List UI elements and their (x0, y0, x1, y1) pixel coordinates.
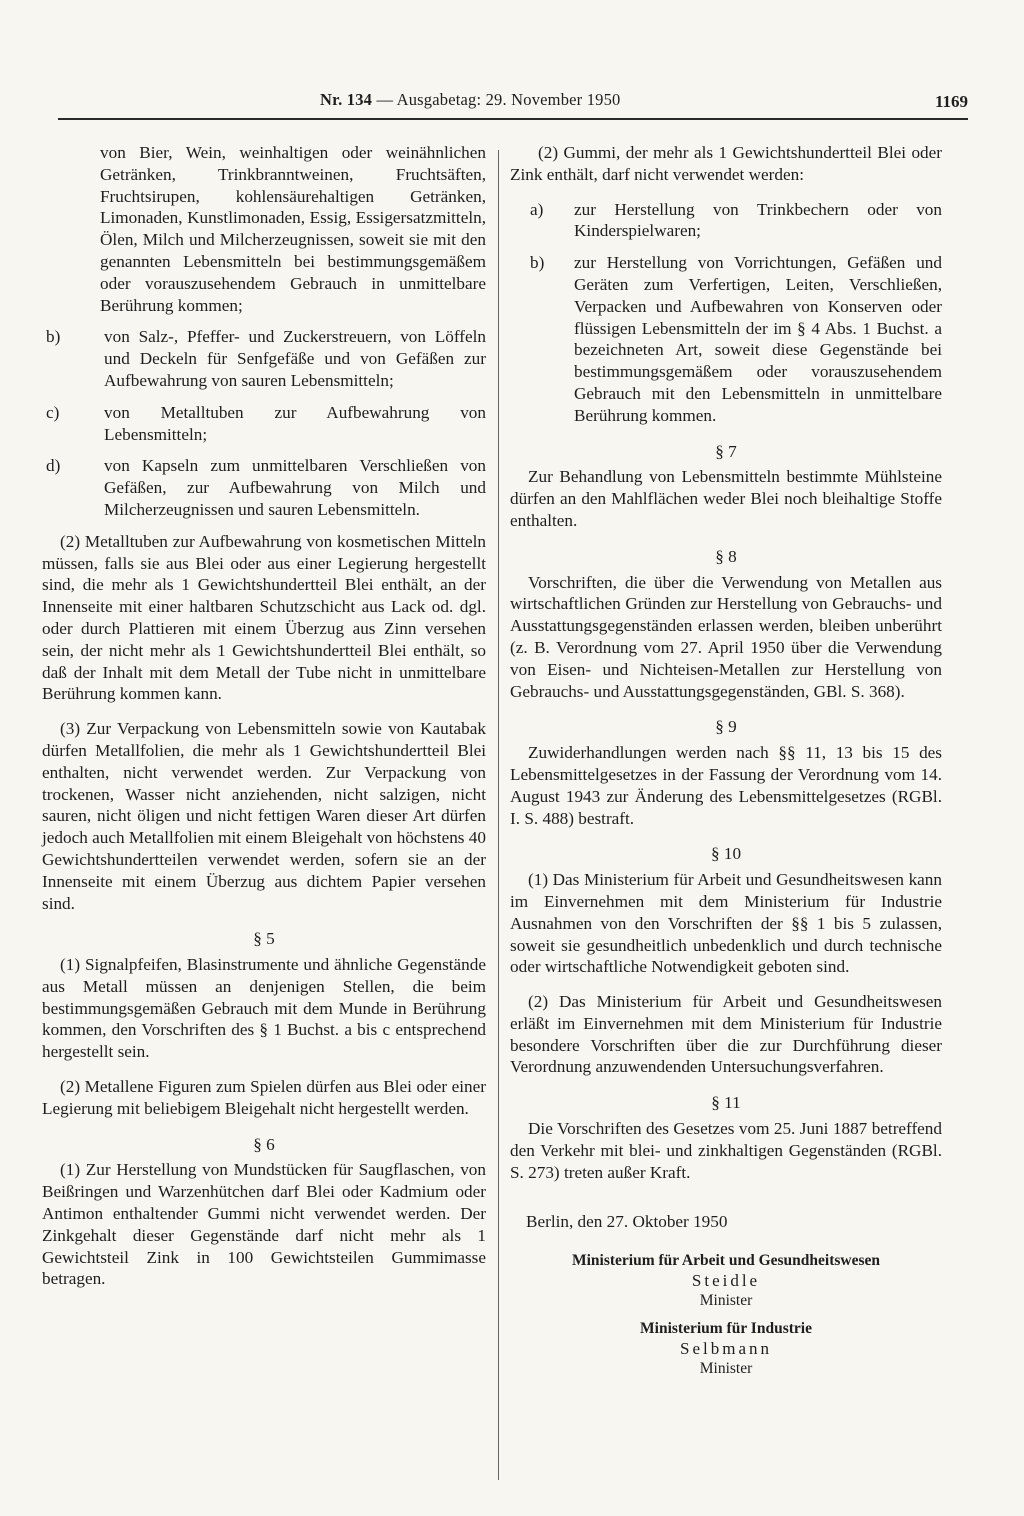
list-item (510, 252, 942, 426)
section-heading: § 9 (715, 717, 737, 737)
page-number: 1169 (934, 92, 968, 111)
item-letter: a) (530, 199, 544, 219)
item-letter: d) (46, 456, 61, 476)
signature-block (510, 1319, 942, 1379)
section-heading: § 6 (253, 1134, 275, 1154)
item-text: zur Herstellung von Vorrichtungen, Gefäßen und Geräten zum Verfertigen, Leiten, Verschließen, Verpacken und Aufbewahren von Konserven oder flüssigen Lebensmitteln der im § 4 Abs. 1 Buchst. a bezeichneten Art, soweit diese Gegenstände bei bestimmungsgemäßem oder vorauszusehendem Gebrauch mit den Lebensmitteln in unmittelbare Berührung kommen. (574, 253, 942, 425)
section-heading: § 10 (710, 844, 742, 864)
signatory-role: Minister (699, 1360, 753, 1378)
item-text: von Salz-, Pfeffer- und Zuckerstreuern, von Löffeln und Deckeln für Senfgefäße und von Gefäßen zur Aufbewahrung von sauren Lebensmitteln; (104, 327, 486, 390)
item-letter: b) (530, 253, 545, 273)
paragraph: (1) Zur Herstellung von Mundstücken für Saugflaschen, von Beißringen und Warzenhütchen darf Blei oder Kadmium oder Antimon enthaltender Gummi nicht verwendet werden. Der Zinkgehalt dieser Gegenstände darf nicht mehr als 1 Gewichtsteil Zink in 100 Gewichtsteilen Gummimasse betragen. (42, 1160, 486, 1289)
section-heading: § 11 (711, 1093, 741, 1113)
paragraph: (2) Gummi, der mehr als 1 Gewichtshundertteil Blei oder Zink enthält, darf nicht verwendet werden: (510, 143, 942, 184)
header-rule (58, 118, 968, 120)
item-letter: c) (46, 402, 60, 422)
paragraph: Zur Behandlung von Lebensmitteln bestimmte Mühlsteine dürfen an den Mahlflächen weder Blei noch bleihaltige Stoffe enthalten. (510, 467, 942, 530)
header-text (320, 90, 621, 110)
signature-block (510, 1251, 942, 1311)
page-header (58, 84, 968, 120)
list-item-a-continued (42, 142, 486, 316)
issue-number: Nr. 134 (320, 90, 373, 109)
paragraph: (2) Das Ministerium für Arbeit und Gesundheitswesen erläßt im Einvernehmen mit dem Ministerium für Industrie besondere Vorschriften über die zur Durchführung dieser Verordnung anzuwendenden Untersuchungsverfahren. (510, 992, 942, 1077)
list-item (42, 326, 486, 391)
place-date-line: Berlin, den 27. Oktober 1950 (526, 1212, 728, 1232)
header-dash: — (376, 90, 394, 109)
paragraph: (2) Metallene Figuren zum Spielen dürfen aus Blei oder einer Legierung mit beliebigem Bleigehalt nicht hergestellt werden. (42, 1077, 486, 1118)
item-letter: b) (46, 327, 61, 347)
left-column (42, 142, 486, 1303)
ministry-name: Ministerium für Arbeit und Gesundheitswesen (571, 1252, 881, 1270)
right-column (510, 142, 942, 1387)
column-divider (498, 150, 499, 1480)
signatory-role: Minister (699, 1292, 753, 1310)
item-text: zur Herstellung von Trinkbechern oder von Kinderspielwaren; (574, 199, 942, 241)
paragraph: (2) Metalltuben zur Aufbewahrung von kosmetischen Mitteln müssen, falls sie aus Blei oder aus einer Legierung hergestellt sind, die mehr als 1 Gewichtshundertteil Blei enthält, an der Innenseite mit einer haltbaren Schutzschicht aus Lack od. dgl. oder durch Plattieren mit einem Überzug aus Zinn versehen sein, der nicht mehr als 1 Gewichtshundertteil Blei enthält, so daß der Inhalt mit dem Metall der Tube nicht in unmittelbare Berührung kommen kann. (42, 531, 486, 704)
section-heading: § 8 (715, 546, 737, 566)
paragraph: Die Vorschriften des Gesetzes vom 25. Juni 1887 betreffend den Verkehr mit blei- und zinkhaltigen Gegenständen (RGBl. S. 273) treten außer Kraft. (510, 1119, 942, 1182)
list-item (42, 455, 486, 520)
paragraph: Zuwiderhandlungen werden nach §§ 11, 13 bis 15 des Lebensmittelgesetzes in der Fassung der Verordnung vom 14. August 1943 zur Änderung des Lebensmittelgesetzes (RGBl. I. S. 488) bestraft. (510, 743, 942, 828)
signatory-name: Selbmann (680, 1339, 772, 1359)
ministry-name: Ministerium für Industrie (640, 1320, 812, 1338)
issue-date: Ausgabetag: 29. November 1950 (396, 90, 621, 109)
item-text: von Bier, Wein, weinhaltigen oder weinähnlichen Getränken, Trinkbranntweinen, Fruchtsäften, Fruchtsirupen, kohlensäurehaltigen Getränken, Limonaden, Kunstlimonaden, Essig, Essigersatzmitteln, Ölen, Milch und Milcherzeugnissen, soweit sie mit den genannten Lebensmitteln bei bestimmungsgemäßem oder vorauszusehendem Gebrauch in unmittelbare Berührung kommen; (100, 143, 486, 315)
signatory-name: Steidle (691, 1271, 761, 1291)
paragraph: Vorschriften, die über die Verwendung von Metallen aus wirtschaftlichen Gründen zur Herstellung von Gebrauchs- und Ausstattungsgegenständen erlassen werden, bleiben unberührt (z. B. Verordnung vom 27. April 1950 über die Verwendung von Eisen- und Nichteisen-Metallen zur Herstellung von Gebrauchs- und Ausstattungsgegenständen, GBl. S. 368). (510, 572, 942, 701)
section-heading: § 7 (715, 441, 737, 461)
item-text: von Metalltuben zur Aufbewahrung von Lebensmitteln; (104, 402, 486, 444)
list-item (510, 199, 942, 243)
list-item (42, 402, 486, 446)
paragraph: (1) Signalpfeifen, Blasinstrumente und ähnliche Gegenstände aus Metall müssen an denjenigen Stellen, die beim bestimmungsgemäßen Gebrauch mit dem Munde in Berührung kommen, den Vorschriften des § 1 Buchst. a bis c entsprechend hergestellt sein. (42, 955, 486, 1062)
section-heading: § 5 (253, 929, 275, 949)
item-text: von Kapseln zum unmittelbaren Verschließen von Gefäßen, zur Aufbewahrung von Milch und Milcherzeugnissen und sauren Lebensmitteln. (104, 456, 486, 519)
paragraph: (3) Zur Verpackung von Lebensmitteln sowie von Kautabak dürfen Metallfolien, die mehr als 1 Gewichtshundertteil Blei enthalten, nicht verwendet werden. Zur Verpackung von trockenen, Wasser nicht anziehenden, nicht salzigen, nicht sauren, nicht öligen und nicht fettigen Waren dieser Art dürfen jedoch auch Metallfolien mit einem Bleigehalt von höchstens 40 Gewichtshundertteilen verwendet werden, sofern sie an der Innenseite mit einem Überzug aus dichtem Papier versehen sind. (42, 719, 486, 913)
paragraph: (1) Das Ministerium für Arbeit und Gesundheitswesen kann im Einvernehmen mit dem Ministerium für Industrie Ausnahmen von den Vorschriften der §§ 1 bis 5 zulassen, soweit sie gesundheitlich unbedenklich und durch technische oder wirtschaftliche Notwendigkeit geboten sind. (510, 870, 942, 977)
